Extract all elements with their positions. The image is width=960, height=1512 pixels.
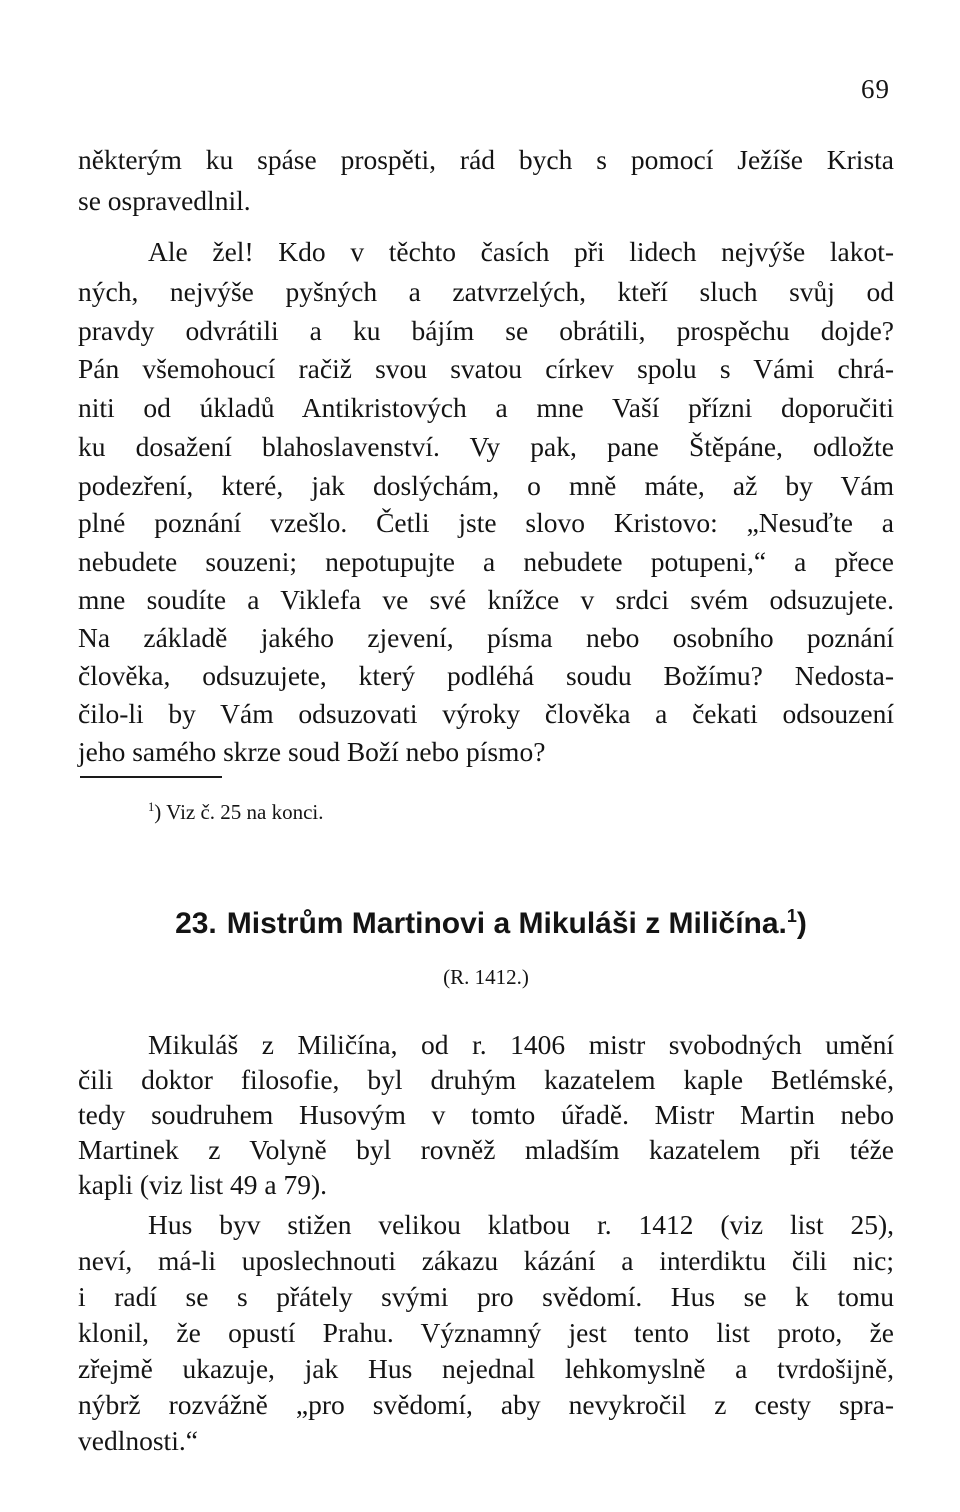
text-line: člověka, odsuzujete, který podléhá soudu Božímu? Nedosta- [78, 660, 894, 691]
section-title: Mistrům Martinovi a Mikuláši z Miličína. [226, 907, 787, 940]
heading-note-close: ) [796, 907, 807, 940]
text-line: tedy soudruhem Husovým v tomto úřadě. Mistr Martin nebo [78, 1099, 894, 1130]
page-number: 69 [861, 74, 890, 104]
text-line: čili doktor filosofie, byl druhým kazatelem kaple Betlémské, [78, 1064, 894, 1095]
text-line: Mikuláš z Miličína, od r. 1406 mistr svobodných umění [148, 1029, 894, 1060]
section-heading [0, 896, 960, 944]
text-line: podezření, které, jak doslýchám, o mně máte, až by Vám [78, 470, 894, 501]
text-line: čilo-li by Vám odsuzovati výroky člověka a čekati odsouzení [78, 698, 894, 729]
text-line: jeho samého skrze soud Boží nebo písmo? [78, 736, 546, 767]
text-line: Na základě jakého zjevení, písma nebo osobního poznání [78, 622, 894, 653]
text-line: Pán všemohoucí račiž svou svatou církev spolu s Vámi chrá- [78, 353, 894, 384]
text-line: se ospravedlnil. [78, 185, 251, 216]
text-line: nebudete souzeni; nepotupujte a nebudete potupeni,“ a přece [78, 546, 894, 577]
text-line: mne soudíte a Viklefa ve své knížce v srdci svém odsuzujete. [78, 584, 894, 615]
text-line: neví, má-li uposlechnouti zákazu kázání a interdiktu čili nic; [78, 1245, 894, 1276]
text-line: niti od úkladů Antikristových a mne Vaší přízni doporučiti [78, 392, 894, 423]
letter-date: (R. 1412.) [443, 965, 529, 989]
text-line: Martinek z Volyně byl rovněž mladším kazatelem při téže [78, 1134, 894, 1165]
text-line: vedlnosti.“ [78, 1425, 198, 1456]
footnote [148, 792, 324, 827]
heading-note-marker: 1 [786, 906, 797, 926]
text-line: ku dosažení blahoslavenství. Vy pak, pane Štěpáne, odložte [78, 431, 894, 462]
footnote-text: ) Viz č. 25 na konci. [154, 800, 324, 824]
text-line: ných, nejvýše pyšných a zatvrzelých, kteří sluch svůj od [78, 276, 894, 307]
text-line: klonil, že opustí Prahu. Významný jest tento list proto, že [78, 1317, 894, 1348]
text-line: i radí se s přátely svými pro svědomí. Hus se k tomu [78, 1281, 894, 1312]
text-line: nýbrž rozvážně „pro svědomí, aby nevykročil z cesty spra- [78, 1389, 894, 1420]
text-line: zřejmě ukazuje, jak Hus nejednal lehkomyslně a tvrdošijně, [78, 1353, 894, 1384]
text-line: Hus byv stižen velikou klatbou r. 1412 (viz list 25), [148, 1209, 894, 1240]
text-line: pravdy odvrátili a ku bájím se obrátili, prospěchu dojde? [78, 315, 894, 346]
text-line: kapli (viz list 49 a 79). [78, 1169, 327, 1200]
text-line: plné poznání vzešlo. Četli jste slovo Kristovo: „Nesuďte a [78, 507, 894, 538]
footnote-marker: 1 [148, 800, 155, 814]
section-number: 23. [175, 907, 217, 940]
text-line: Ale žel! Kdo v těchto časích při lidech nejvýše lakot- [148, 236, 894, 267]
footnote-divider [80, 776, 222, 778]
text-line: některým ku spáse prospěti, rád bych s pomocí Ježíše Krista [78, 144, 894, 175]
